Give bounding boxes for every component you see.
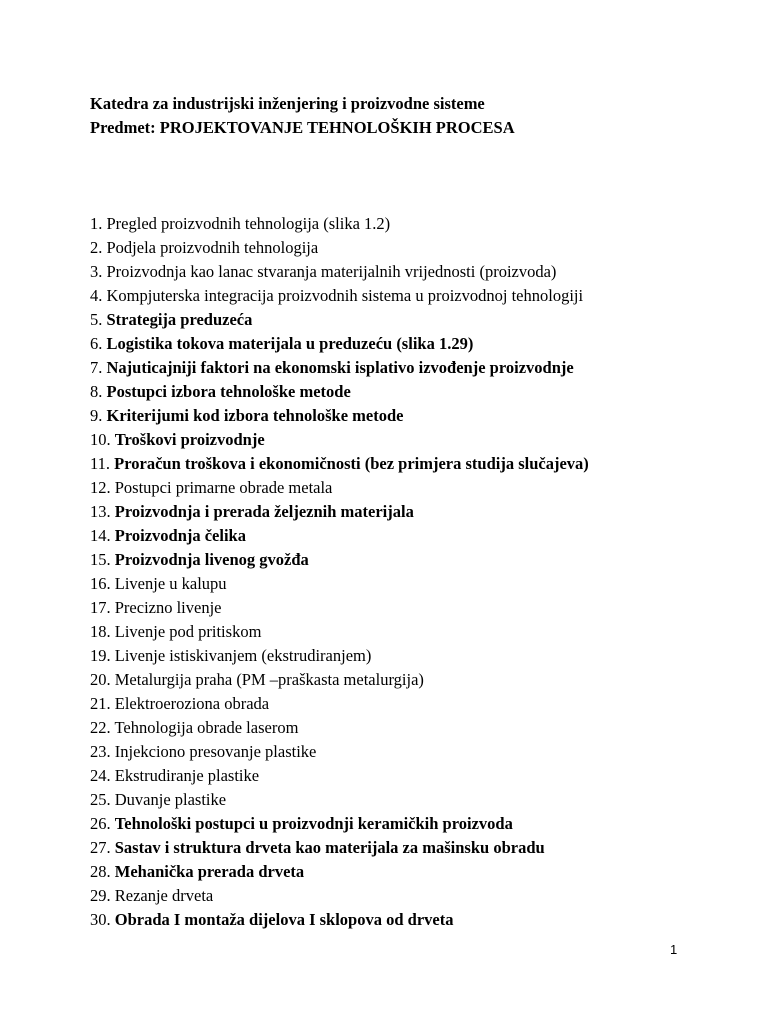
list-item-number: 6. [90, 334, 103, 353]
subject-line [90, 116, 515, 140]
list-item [90, 452, 589, 476]
list-item-number: 28. [90, 862, 111, 881]
list-item-text: Pregled proizvodnih tehnologija (slika 1.2) [106, 214, 391, 233]
list-item-number: 3. [90, 262, 103, 281]
list-item-text: Tehnološki postupci u proizvodnji keramičkih proizvoda [114, 814, 513, 833]
list-item [90, 428, 589, 452]
list-item-number: 10. [90, 430, 111, 449]
list-item-number: 2. [90, 238, 103, 257]
list-item-text: Proizvodnja livenog gvožđa [114, 550, 309, 569]
list-item-text: Livenje pod pritiskom [114, 622, 262, 641]
list-item-number: 20. [90, 670, 111, 689]
list-item-number: 11. [90, 454, 111, 473]
list-item-number: 19. [90, 646, 111, 665]
list-item [90, 284, 589, 308]
list-item-number: 12. [90, 478, 111, 497]
list-item-text: Postupci izbora tehnološke metode [106, 382, 351, 401]
list-item-text: Tehnologija obrade laserom [114, 718, 299, 737]
list-item-number: 17. [90, 598, 111, 617]
list-item-text: Kompjuterska integracija proizvodnih sistema u proizvodnoj tehnologiji [106, 286, 584, 305]
list-item-number: 13. [90, 502, 111, 521]
list-item-number: 26. [90, 814, 111, 833]
document-header [90, 92, 515, 140]
list-item-number: 22. [90, 718, 111, 737]
list-item-number: 1. [90, 214, 103, 233]
list-item [90, 692, 589, 716]
list-item-text: Mehanička prerada drveta [114, 862, 305, 881]
list-item-number: 25. [90, 790, 111, 809]
list-item [90, 308, 589, 332]
list-item [90, 644, 589, 668]
list-item [90, 572, 589, 596]
list-item [90, 332, 589, 356]
list-item-text: Rezanje drveta [114, 886, 214, 905]
list-item [90, 908, 589, 932]
list-item-number: 4. [90, 286, 103, 305]
list-item [90, 524, 589, 548]
list-item-text: Metalurgija praha (PM –praškasta metalurgija) [114, 670, 424, 689]
list-item [90, 356, 589, 380]
list-item-number: 29. [90, 886, 111, 905]
list-item [90, 500, 589, 524]
list-item [90, 884, 589, 908]
list-item [90, 596, 589, 620]
list-item [90, 764, 589, 788]
list-item [90, 812, 589, 836]
list-item-text: Elektroeroziona obrada [114, 694, 270, 713]
list-item [90, 476, 589, 500]
list-item [90, 260, 589, 284]
list-item-text: Podjela proizvodnih tehnologija [106, 238, 319, 257]
subject-label: Predmet: [90, 118, 156, 137]
list-item-number: 21. [90, 694, 111, 713]
list-item-number: 16. [90, 574, 111, 593]
list-item-text: Precizno livenje [114, 598, 222, 617]
list-item-text: Duvanje plastike [114, 790, 227, 809]
list-item [90, 380, 589, 404]
list-item-text: Strategija preduzeća [106, 310, 253, 329]
list-item [90, 212, 589, 236]
list-item-text: Logistika tokova materijala u preduzeću (slika 1.29) [106, 334, 474, 353]
list-item-number: 7. [90, 358, 103, 377]
list-item [90, 668, 589, 692]
page-number: 1 [670, 942, 678, 957]
list-item [90, 404, 589, 428]
list-item-number: 18. [90, 622, 111, 641]
list-item [90, 620, 589, 644]
list-item-text: Proračun troškova i ekonomičnosti (bez primjera studija slučajeva) [114, 454, 589, 473]
list-item-number: 23. [90, 742, 111, 761]
list-item [90, 860, 589, 884]
list-item-text: Ekstrudiranje plastike [114, 766, 260, 785]
list-item-text: Injekciono presovanje plastike [114, 742, 317, 761]
list-item [90, 836, 589, 860]
list-item-text: Proizvodnja kao lanac stvaranja materijalnih vrijednosti (proizvoda) [106, 262, 557, 281]
list-item [90, 236, 589, 260]
list-item-text: Obrada I montaža dijelova I sklopova od drveta [114, 910, 454, 929]
list-item-number: 9. [90, 406, 103, 425]
list-item-number: 14. [90, 526, 111, 545]
list-item-text: Livenje istiskivanjem (ekstrudiranjem) [114, 646, 372, 665]
list-item [90, 548, 589, 572]
list-item [90, 716, 589, 740]
list-item-number: 8. [90, 382, 103, 401]
list-item-number: 27. [90, 838, 111, 857]
list-item-number: 5. [90, 310, 103, 329]
list-item-text: Proizvodnja čelika [114, 526, 246, 545]
list-item-text: Najuticajniji faktori na ekonomski isplativo izvođenje proizvodnje [106, 358, 574, 377]
list-item-text: Proizvodnja i prerada željeznih materijala [114, 502, 414, 521]
list-item [90, 788, 589, 812]
list-item-text: Livenje u kalupu [114, 574, 227, 593]
list-item-number: 30. [90, 910, 111, 929]
subject-name: PROJEKTOVANJE TEHNOLOŠKIH PROCESA [159, 118, 515, 137]
list-item-text: Troškovi proizvodnje [114, 430, 265, 449]
list-item-text: Postupci primarne obrade metala [114, 478, 333, 497]
department-title: Katedra za industrijski inženjering i proizvodne sisteme [90, 94, 485, 113]
list-item-number: 24. [90, 766, 111, 785]
topic-list [90, 212, 589, 932]
list-item [90, 740, 589, 764]
list-item-number: 15. [90, 550, 111, 569]
list-item-text: Kriterijumi kod izbora tehnološke metode [106, 406, 404, 425]
list-item-text: Sastav i struktura drveta kao materijala za mašinsku obradu [114, 838, 545, 857]
